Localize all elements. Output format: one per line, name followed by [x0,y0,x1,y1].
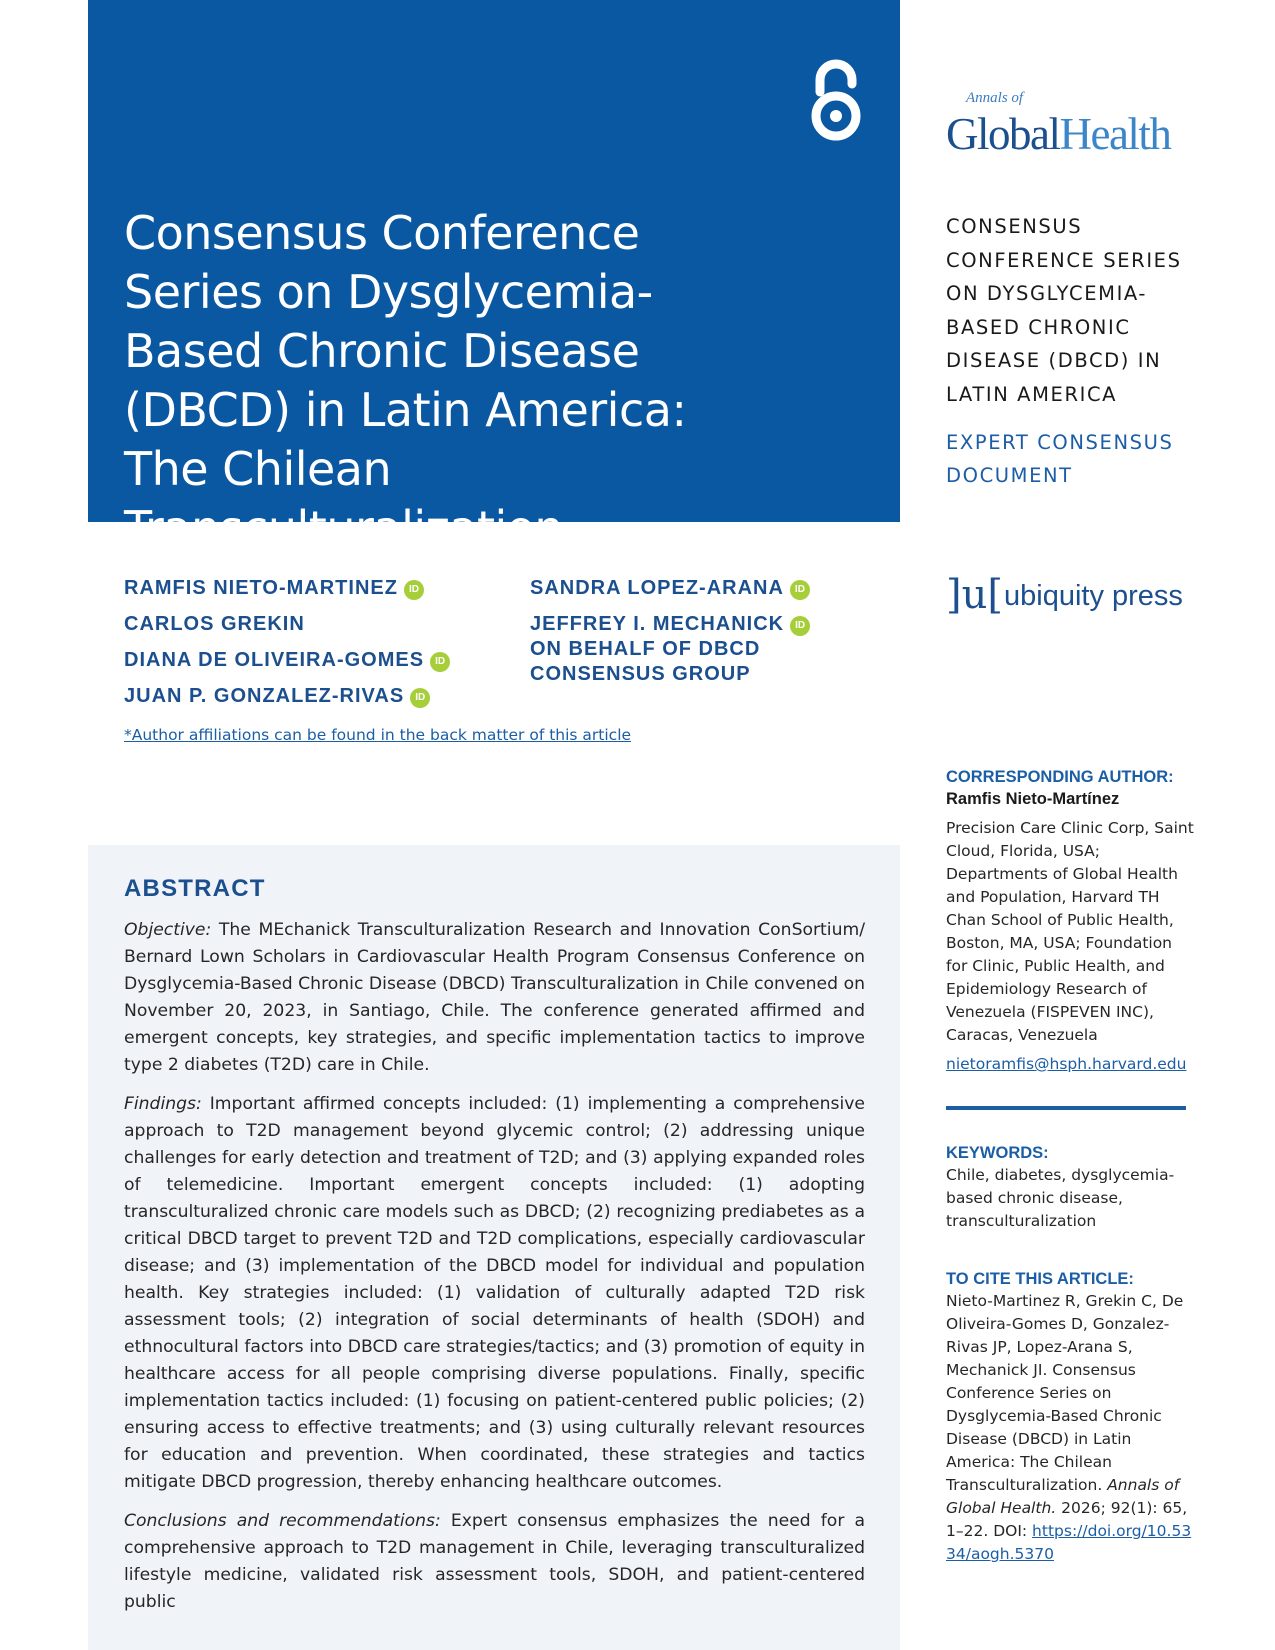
corresponding-heading: CORRESPONDING AUTHOR: [946,768,1174,786]
corresponding-address: Precision Care Clinic Corp, Saint Cloud, Florida, USA; Departments of Global Health and Population, Harvard TH Chan School of Public Health, Boston, MA, USA; Foundation for Clinic, Public Health, and Epidemiology Research of Venezuela (FISPEVEN INC), Caracas, Venezuela [946,819,1194,1044]
citation [946,1268,1196,1566]
author-name[interactable]: SANDRA LOPEZ-ARANA ID [530,576,810,601]
journal-logo-global: Global [946,109,1060,159]
journal-logo-name [946,108,1170,160]
abstract-heading: ABSTRACT [124,875,266,902]
orcid-icon[interactable]: ID [410,688,430,708]
publisher-mark: ]u[ [946,572,1003,618]
affiliation-note-link[interactable]: *Author affiliations can be found in the back matter of this article [124,726,632,744]
abstract-conclusions: Conclusions and recommendations: Expert consensus emphasizes the need for a comprehensive approach to T2D management in Chile, leveraging transculturalized lifestyle medicine, validated risk assessment tools, SDOH, and patient-centered public [124,1511,866,1612]
corresponding-email-link[interactable]: nietoramfis@hsph.harvard.edu [946,1055,1187,1073]
author-name[interactable]: CARLOS GREKIN [124,613,305,635]
author-group-suffix: ON BEHALF OF DBCD CONSENSUS GROUP [530,638,761,685]
abstract-section [88,845,900,1650]
sidebar-divider [946,1106,1186,1110]
orcid-icon[interactable]: ID [790,580,810,600]
journal-logo-health: Health [1059,109,1171,159]
publisher-name: ubiquity press [1004,580,1183,612]
document-type: EXPERT CONSENSUS DOCUMENT [946,431,1174,487]
orcid-icon[interactable]: ID [790,616,810,636]
publisher-logo [946,572,1196,622]
title-banner [88,0,900,555]
author-name[interactable]: RAMFIS NIETO-MARTINEZ ID [124,576,424,601]
keywords-heading: KEYWORDS: [946,1144,1049,1162]
journal-logo-annals: Annals of [966,90,1024,106]
author-name[interactable]: JEFFREY I. MECHANICK ID ON BEHALF OF DBCD CONSENSUS GROUP [530,612,840,687]
keywords-text: Chile, diabetes, dysglycemia-based chronic disease, transculturalization [946,1166,1175,1230]
orcid-icon[interactable]: ID [430,652,450,672]
open-access-icon [810,58,862,142]
doi-link[interactable]: https://doi.org/10.5334/aogh.5370 [946,1522,1192,1563]
article-title: Consensus Conference Series on Dysglycemia-Based Chronic Disease (DBCD) in Latin America: The Chilean Transculturalization [124,206,687,555]
orcid-icon[interactable]: ID [404,580,424,600]
citation-text: Nieto-Martinez R, Grekin C, De Oliveira-Gomes D, Gonzalez-Rivas JP, Lopez-Arana S, Mechanick JI. Consensus Conference Series on Dysglycemia-Based Chronic Disease (DBCD) in Latin America: The Chilean Transculturalization. Annals of Global Health. 2026; 92(1): 65, 1–22. DOI: https://doi.org/10.5334/aogh.5370 [946,1292,1192,1563]
abstract-body [124,917,865,1628]
abstract-findings: Findings: Important affirmed concepts included: (1) implementing a comprehensive approach to T2D management beyond glycemic control; (2) addressing unique challenges for early detection and treatment of T2D; and (3) applying expanded roles of telemedicine. Important emergent concepts included: (1) adopting transculturalized chronic care models such as DBCD; (2) recognizing prediabetes as a critical DBCD target to prevent T2D and T2D complications, especially cardiovascular disease; and (3) implementation of the DBCD model for individual and population health. Key strategies included: (1) validation of culturally adapted T2D risk assessment tools; (2) integration of social determinants of health (SDOH) and ethnocultural factors into DBCD care strategies/tactics; and (3) promotion of equity in healthcare access for all people comprising diverse populations. Finally, specific implementation tactics included: (1) focusing on patient-centered public policies; (2) ensuring access to effective treatments; and (3) using culturally relevant resources for education and prevention. When coordinated, these strategies and tactics mitigate DBCD progression, thereby enhancing healthcare outcomes. [124,1094,865,1492]
corresponding-name: Ramfis Nieto-Martínez [946,790,1120,808]
abstract-objective: Objective: The MEchanick Transculturalization Research and Innovation ConSortium/ Bernard Lown Scholars in Cardiovascular Health Program Consensus Conference on Dysglycemia-Based Chronic Disease (DBCD) Transculturalization in Chile convened on November 20, 2023, in Santiago, Chile. The conference generated affirmed and emergent concepts, key strategies, and specific implementation tactics to improve type 2 diabetes (T2D) care in Chile. [124,920,865,1075]
corresponding-author [946,766,1196,1076]
author-name[interactable]: JUAN P. GONZALEZ-RIVAS ID [124,684,430,709]
keywords [946,1142,1196,1233]
journal-logo [946,90,1186,160]
series-title: CONSENSUS CONFERENCE SERIES ON DYSGLYCEMIA-BASED CHRONIC DISEASE (DBCD) IN LATIN AMERICA [946,215,1182,406]
citation-journal: Annals of Global Health. [946,1476,1180,1517]
author-name[interactable]: DIANA DE OLIVEIRA-GOMES ID [124,648,450,673]
citation-heading: TO CITE THIS ARTICLE: [946,1270,1134,1288]
